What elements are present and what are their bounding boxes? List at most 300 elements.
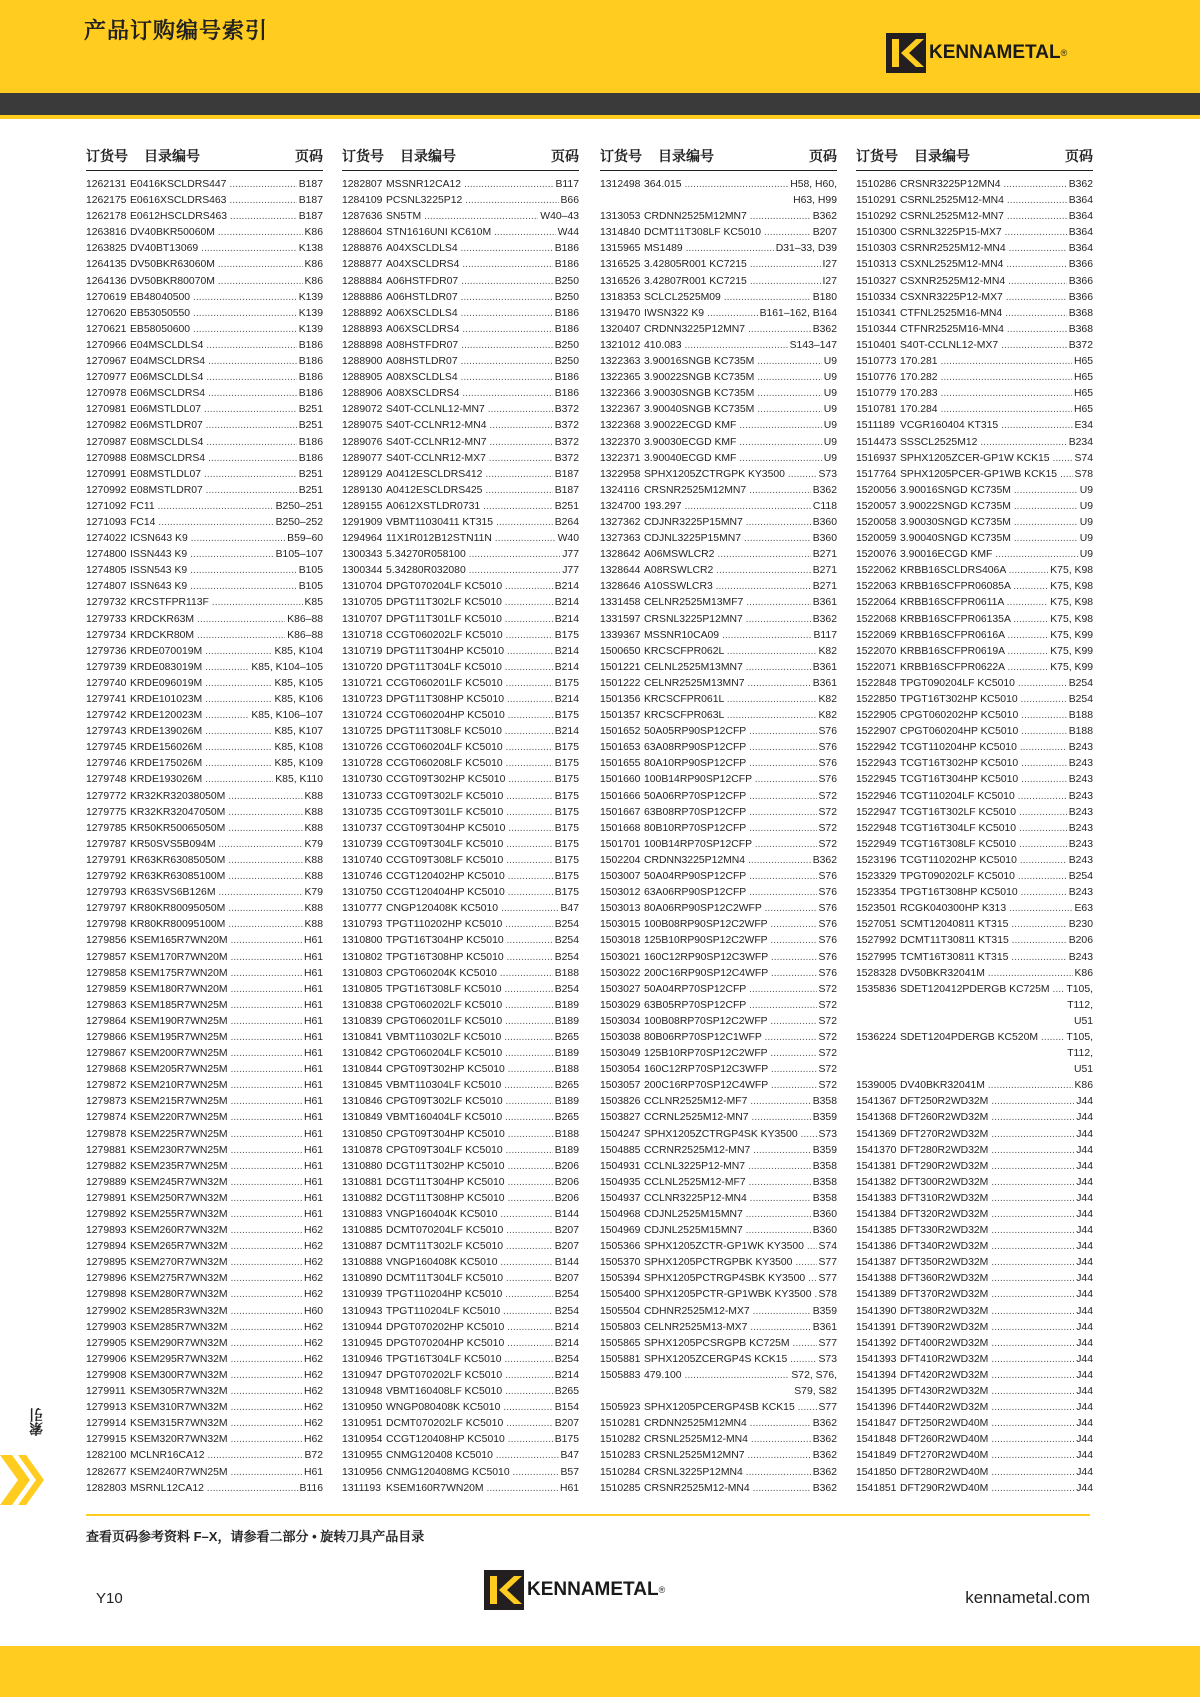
order-number: 1501668: [600, 822, 641, 834]
order-number: 1541390: [856, 1305, 897, 1317]
catalog-number: CDHNR2525M12-MX7 .....: [644, 1304, 837, 1320]
page-reference: B362: [811, 1448, 837, 1464]
order-number: 1288898: [342, 339, 383, 351]
page-reference: H62: [302, 1400, 323, 1416]
catalog-number: 5.34280R032080 .....: [386, 563, 579, 579]
catalog-number: 125B10RP70SP12C2WFP .....: [644, 1046, 837, 1062]
catalog-number: DPGT070204LF KC5010 .....: [386, 579, 579, 595]
order-number: 1279792: [86, 871, 127, 883]
page-reference: S76: [817, 740, 838, 756]
catalog-number: DCMT11T308LF KC5010 .....: [644, 225, 837, 241]
table-row: [600, 901, 837, 917]
registered-mark: ®: [658, 1585, 666, 1595]
order-number: 1510282: [600, 1434, 641, 1446]
order-number: 1310955: [342, 1450, 383, 1462]
page-reference: B175: [553, 789, 579, 805]
table-row: [600, 628, 837, 644]
catalog-number: A06XSCLDRS4 .....: [386, 322, 579, 338]
table-row: [86, 1255, 323, 1271]
table-row: [600, 676, 837, 692]
order-number: 1541392: [856, 1337, 897, 1349]
table-row: [856, 982, 1093, 998]
page-reference: B186: [553, 257, 579, 273]
order-number: 1310944: [342, 1321, 383, 1333]
catalog-number: DPGT11T301LF KC5010 .....: [386, 612, 579, 628]
catalog-number: CELNL2525M13MN7 .....: [644, 660, 837, 676]
page-reference: B186: [297, 435, 323, 451]
catalog-number: DPGT11T304HP KC5010 .....: [386, 644, 579, 660]
table-row: [856, 901, 1093, 917]
table-row: [600, 1352, 837, 1368]
page-reference: K82: [817, 708, 838, 724]
order-number: 1541394: [856, 1369, 897, 1381]
order-number: 1310777: [342, 903, 383, 915]
table-row: [856, 966, 1093, 982]
table-row: [856, 386, 1093, 402]
catalog-number: TPGT16T308HP KC5010 .....: [900, 885, 1093, 901]
table-row: [856, 756, 1093, 772]
catalog-number: KRBB16SCFPR06085A .....: [900, 579, 1093, 595]
catalog-number: SDET1204PDERGB KC520M .....: [900, 1030, 1093, 1046]
order-number: 1321012: [600, 339, 641, 351]
page-reference: S72: [817, 998, 838, 1014]
catalog-number: 63B05RP70SP12CFP .....: [644, 998, 837, 1014]
order-number: 1310881: [342, 1176, 383, 1188]
header-grey-band: [0, 93, 1200, 115]
table-row: [856, 869, 1093, 885]
order-number: 1279745: [86, 742, 127, 754]
page-reference: K85, K108: [272, 740, 323, 756]
table-row: [856, 772, 1093, 788]
catalog-number: KSEM240R7WN25M .....: [130, 1465, 323, 1481]
page-reference: B372: [553, 451, 579, 467]
table-row: [600, 193, 837, 209]
table-row: [600, 933, 837, 949]
catalog-number: DFT380R2WD32M .....: [900, 1304, 1093, 1320]
order-number: 1271093: [86, 516, 127, 528]
header-page: 页码: [1065, 148, 1093, 164]
catalog-number: KRBB16SCFPR06135A .....: [900, 612, 1093, 628]
page-reference: B360: [811, 531, 837, 547]
page-reference: S143–147: [788, 338, 837, 354]
page-reference: H61: [302, 1030, 323, 1046]
table-row: [600, 885, 837, 901]
order-number: 1504885: [600, 1144, 641, 1156]
table-row: [342, 241, 579, 257]
catalog-number: TCMT16T30811 KT315 .....: [900, 950, 1093, 966]
order-number: 1310704: [342, 581, 383, 593]
page-reference: S76: [817, 950, 838, 966]
order-number: 1520057: [856, 500, 897, 512]
order-number: 1522949: [856, 838, 897, 850]
order-number: 1522905: [856, 710, 897, 722]
page-reference: U51: [1072, 1062, 1093, 1078]
order-number: 1270619: [86, 291, 127, 303]
page-reference: K88: [303, 853, 324, 869]
order-number: 1501222: [600, 677, 641, 689]
website-link[interactable]: kennametal.com: [965, 1588, 1090, 1607]
table-row: [600, 1336, 837, 1352]
page-reference: B186: [553, 386, 579, 402]
order-number: 1289129: [342, 468, 383, 480]
order-number: 1510781: [856, 404, 897, 416]
table-row: [856, 1239, 1093, 1255]
catalog-number: SDET120412PDERGB KC725M .....: [900, 982, 1093, 998]
order-number: 1279859: [86, 983, 127, 995]
catalog-number: KSEM260R7WN32M .....: [130, 1223, 323, 1239]
table-row: [856, 885, 1093, 901]
order-number: 1300343: [342, 549, 383, 561]
page-reference: B264: [553, 515, 579, 531]
page-reference: B243: [1067, 772, 1093, 788]
catalog-number: CRSNL3225P12MN4 .....: [644, 1465, 837, 1481]
table-row: [856, 1368, 1093, 1384]
table-row: [86, 1078, 323, 1094]
table-row: [856, 1287, 1093, 1303]
table-row: [600, 467, 837, 483]
page-reference: B207: [811, 225, 837, 241]
page-reference: B187: [297, 209, 323, 225]
catalog-number: S40T-CCLNR12-MX7 .....: [386, 451, 579, 467]
catalog-number: DV40BKR50060M .....: [130, 225, 323, 241]
catalog-number: 3.90016SNGB KC735M .....: [644, 354, 837, 370]
logo-wordmark: KENNAMETAL: [527, 1579, 659, 1600]
order-number: 1501221: [600, 661, 641, 673]
table-row: [86, 595, 323, 611]
order-number: 1541851: [856, 1482, 897, 1494]
page-reference: H61: [302, 1127, 323, 1143]
page-reference: K88: [303, 805, 324, 821]
page-reference: K85, K106–107: [249, 708, 323, 724]
catalog-number: A04XSCLDRS4 .....: [386, 257, 579, 273]
catalog-number: CCGT09T304LF KC5010 .....: [386, 837, 579, 853]
page-reference: B243: [1067, 837, 1093, 853]
table-row: [856, 531, 1093, 547]
page-reference: U51: [1072, 1014, 1093, 1030]
table-row: [600, 386, 837, 402]
order-number: 1505803: [600, 1321, 641, 1333]
order-number: 1291909: [342, 516, 383, 528]
catalog-number: DFT350R2WD32M .....: [900, 1255, 1093, 1271]
page-reference: S76: [817, 966, 838, 982]
order-number: 1328646: [600, 581, 641, 593]
order-number: 1279882: [86, 1160, 127, 1172]
page-reference: B265: [553, 1030, 579, 1046]
catalog-number: SSSCL2525M12 .....: [900, 435, 1093, 451]
order-number: 1279739: [86, 661, 127, 673]
table-row: [86, 853, 323, 869]
catalog-number: CCRNL2525M12-MN7 .....: [644, 1110, 837, 1126]
page-reference: B362: [811, 1465, 837, 1481]
catalog-number: SPHX1205ZCTRGP4SK KY3500 .....: [644, 1127, 837, 1143]
page-reference: B251: [297, 402, 323, 418]
catalog-number: DFT340R2WD32M .....: [900, 1239, 1093, 1255]
chevron-right-icon: [0, 1455, 44, 1505]
page-reference: J44: [1074, 1384, 1093, 1400]
catalog-number: SPHX1205ZCTR-GP1WK KY3500 .....: [644, 1239, 837, 1255]
catalog-number: KRDCKR63M .....: [130, 612, 323, 628]
table-row: [86, 322, 323, 338]
page-reference: U9: [822, 435, 837, 451]
table-row: [86, 579, 323, 595]
catalog-number: 3.90040ECGD KMF .....: [644, 451, 837, 467]
order-number: 1324700: [600, 500, 641, 512]
order-number: 1288892: [342, 307, 383, 319]
page-reference: U9: [822, 354, 837, 370]
table-row: [342, 950, 579, 966]
page-reference: H65: [1072, 402, 1093, 418]
table-row: [86, 1143, 323, 1159]
page-reference: H63, H99: [791, 193, 837, 209]
page-reference: J44: [1074, 1143, 1093, 1159]
catalog-number: 100B14RP70SP12CFP .....: [644, 837, 837, 853]
page-reference: B186: [553, 370, 579, 386]
catalog-number: 3.90030SNGD KC735M .....: [900, 515, 1093, 531]
page-reference: S76: [817, 772, 838, 788]
order-number: 1520056: [856, 484, 897, 496]
table-row: [342, 692, 579, 708]
order-number: 1310737: [342, 822, 383, 834]
order-number: 1522943: [856, 758, 897, 770]
page-reference: H61: [302, 1014, 323, 1030]
table-row: [600, 1255, 837, 1271]
order-number: 1310838: [342, 999, 383, 1011]
catalog-number: 100B14RP90SP12CFP .....: [644, 772, 837, 788]
table-row: [342, 805, 579, 821]
registered-mark: ®: [1060, 48, 1068, 58]
order-number: 1501666: [600, 790, 641, 802]
table-row: [856, 1336, 1093, 1352]
order-number: 1310882: [342, 1192, 383, 1204]
page-reference: S72, S76,: [789, 1368, 837, 1384]
table-row: [856, 692, 1093, 708]
order-number: 1314840: [600, 227, 641, 239]
catalog-number: DCMT070202LF KC5010 .....: [386, 1416, 579, 1432]
catalog-number: KSEM205R7WN25M .....: [130, 1062, 323, 1078]
catalog-number: KRCSCFPR062L .....: [644, 644, 837, 660]
order-number: 1310951: [342, 1418, 383, 1430]
page-reference: B175: [553, 740, 579, 756]
order-number: 1517764: [856, 468, 897, 480]
order-number: 1310948: [342, 1386, 383, 1398]
page-reference: S72: [817, 1046, 838, 1062]
table-row: [600, 515, 837, 531]
page-reference: B250: [553, 354, 579, 370]
catalog-number: SCLCL2525M09 .....: [644, 290, 837, 306]
catalog-number: 100B08RP70SP12C2WFP .....: [644, 1014, 837, 1030]
table-row: [600, 563, 837, 579]
order-number: 1282677: [86, 1466, 127, 1478]
order-number: 1322370: [600, 436, 641, 448]
header-catalog-no: 目录编号: [914, 148, 970, 164]
table-row: [856, 1078, 1093, 1094]
catalog-number: CRSNL3225P12MN7 .....: [644, 612, 837, 628]
table-row: [86, 467, 323, 483]
table-row: [856, 950, 1093, 966]
page-reference: S76: [817, 724, 838, 740]
page-reference: B57: [559, 1465, 580, 1481]
catalog-number: DFT410R2WD32M .....: [900, 1352, 1093, 1368]
catalog-number: VBMT160404LF KC5010 .....: [386, 1110, 579, 1126]
page-reference: H61: [302, 998, 323, 1014]
order-number: 1501356: [600, 694, 641, 705]
table-row: [856, 1481, 1093, 1497]
page-reference: S72: [817, 1030, 838, 1046]
page-reference: B207: [553, 1271, 579, 1287]
page-reference: B243: [1067, 756, 1093, 772]
page-reference: S72: [817, 1014, 838, 1030]
page-reference: B372: [1067, 338, 1093, 354]
catalog-number: IWSN322 K9 .....: [644, 306, 837, 322]
page-reference: H62: [302, 1239, 323, 1255]
order-number: 1522064: [856, 597, 897, 609]
page-reference: B362: [811, 1481, 837, 1497]
order-number: 1294964: [342, 533, 383, 545]
table-row: [86, 1110, 323, 1126]
order-number: 1282803: [86, 1482, 127, 1494]
page-reference: K86: [303, 225, 324, 241]
page-reference: H65: [1072, 370, 1093, 386]
table-row: [600, 177, 837, 193]
order-number: 1327362: [600, 516, 641, 528]
table-row: [342, 853, 579, 869]
table-row: [86, 209, 323, 225]
page-reference: B361: [811, 676, 837, 692]
order-number: 1501652: [600, 726, 641, 738]
catalog-number: CCGT060208LF KC5010 .....: [386, 756, 579, 772]
order-number: 1310800: [342, 935, 383, 947]
page-reference: S73: [817, 1127, 838, 1143]
catalog-number: DCGT11T308HP KC5010 .....: [386, 1191, 579, 1207]
table-row: [856, 1223, 1093, 1239]
catalog-number: CSRNL3225P15-MX7 .....: [900, 225, 1093, 241]
catalog-number: TPGT16T308HP KC5010 .....: [386, 950, 579, 966]
catalog-number: ISSN543 K9 .....: [130, 563, 323, 579]
page-reference: B251: [297, 483, 323, 499]
catalog-number: CNMG120408MG KC5010 .....: [386, 1465, 579, 1481]
table-row: [856, 1207, 1093, 1223]
order-number: 1523196: [856, 854, 897, 866]
table-row: [86, 1432, 323, 1448]
page-reference: B368: [1067, 306, 1093, 322]
page-reference: B361: [811, 1320, 837, 1336]
header-order-no: 订货号: [86, 148, 128, 164]
order-number: 1279908: [86, 1369, 127, 1381]
table-row: [342, 660, 579, 676]
catalog-number: 170.284 .....: [900, 402, 1093, 418]
catalog-number: KRDE193026M .....: [130, 772, 323, 788]
page-reference: B364: [1067, 209, 1093, 225]
table-row: [342, 579, 579, 595]
page-reference: B175: [553, 1432, 579, 1448]
table-row: [86, 644, 323, 660]
catalog-number: E06MSCLDLS4 .....: [130, 370, 323, 386]
order-number: 1270621: [86, 323, 127, 335]
catalog-number: SPHX1205PCTR-GP1WBK KY3500 .....: [644, 1287, 837, 1303]
order-number: 1264135: [86, 259, 127, 271]
catalog-number: KSEM265R7WN32M .....: [130, 1239, 323, 1255]
page-reference: I27: [821, 274, 837, 290]
page-reference: T112,: [1065, 1046, 1093, 1062]
order-number: 1279881: [86, 1144, 127, 1156]
table-row: [600, 1320, 837, 1336]
table-row: [86, 1271, 323, 1287]
table-row: [600, 1030, 837, 1046]
table-row: [86, 1191, 323, 1207]
table-row: [856, 499, 1093, 515]
order-number: 1310887: [342, 1241, 383, 1253]
order-number: 1510313: [856, 259, 897, 271]
catalog-number: DFT330R2WD32M .....: [900, 1223, 1093, 1239]
table-row: [600, 290, 837, 306]
order-number: 1504937: [600, 1192, 641, 1204]
page-reference: B243: [1067, 885, 1093, 901]
page-reference: U9: [822, 451, 837, 467]
page-reference: S73: [817, 467, 838, 483]
order-number: 1270991: [86, 468, 127, 480]
page-reference: K75, K99: [1048, 660, 1093, 676]
order-number: 1500650: [600, 645, 641, 657]
catalog-number: CPGT09T304LF KC5010 .....: [386, 1143, 579, 1159]
order-number: 1541370: [856, 1144, 897, 1156]
page-reference: B187: [297, 177, 323, 193]
order-number: 1310724: [342, 710, 383, 722]
page-reference: J44: [1074, 1287, 1093, 1303]
header-order-no: 订货号: [856, 148, 898, 164]
table-row: [86, 1368, 323, 1384]
catalog-number: CCRNR2525M12-MN7 .....: [644, 1143, 837, 1159]
column-header: [342, 146, 579, 171]
index-column-4: [856, 146, 1093, 1497]
catalog-number: 63B08RP70SP12CFP .....: [644, 805, 837, 821]
table-row: [856, 628, 1093, 644]
page-reference: K88: [303, 901, 324, 917]
order-number: 1522062: [856, 565, 897, 577]
table-row: [600, 1062, 837, 1078]
page-reference: H61: [302, 1094, 323, 1110]
page-reference: J44: [1074, 1239, 1093, 1255]
catalog-number: S40T-CCLNR12-MN7 .....: [386, 435, 579, 451]
catalog-number: VNGP160404K KC5010 .....: [386, 1207, 579, 1223]
table-row: [86, 418, 323, 434]
table-row: [600, 354, 837, 370]
page-reference: B175: [553, 869, 579, 885]
table-row: [600, 917, 837, 933]
column-rows: [600, 177, 837, 1497]
table-row: [342, 966, 579, 982]
page-reference: B358: [811, 1175, 837, 1191]
order-number: 1310844: [342, 1064, 383, 1076]
column-header: [86, 146, 323, 171]
page-reference: B372: [553, 435, 579, 451]
kennametal-logo-icon: [484, 1570, 524, 1610]
order-number: 1541849: [856, 1450, 897, 1462]
order-number: 1310880: [342, 1160, 383, 1172]
catalog-number: CPGT09T302HP KC5010 .....: [386, 1062, 579, 1078]
table-row: [342, 1465, 579, 1481]
catalog-number: A0412ESCLDRS412 .....: [386, 467, 579, 483]
order-number: 1263825: [86, 243, 127, 255]
index-column-1: [86, 146, 323, 1497]
page-reference: B358: [811, 1094, 837, 1110]
table-row: [86, 435, 323, 451]
page-reference: B175: [553, 885, 579, 901]
order-number: 1282807: [342, 179, 383, 190]
catalog-number: DFT290R2WD32M .....: [900, 1159, 1093, 1175]
table-row: [856, 579, 1093, 595]
order-number: 1505881: [600, 1353, 641, 1365]
catalog-number: CSXNL2525M12-MN4 .....: [900, 257, 1093, 273]
